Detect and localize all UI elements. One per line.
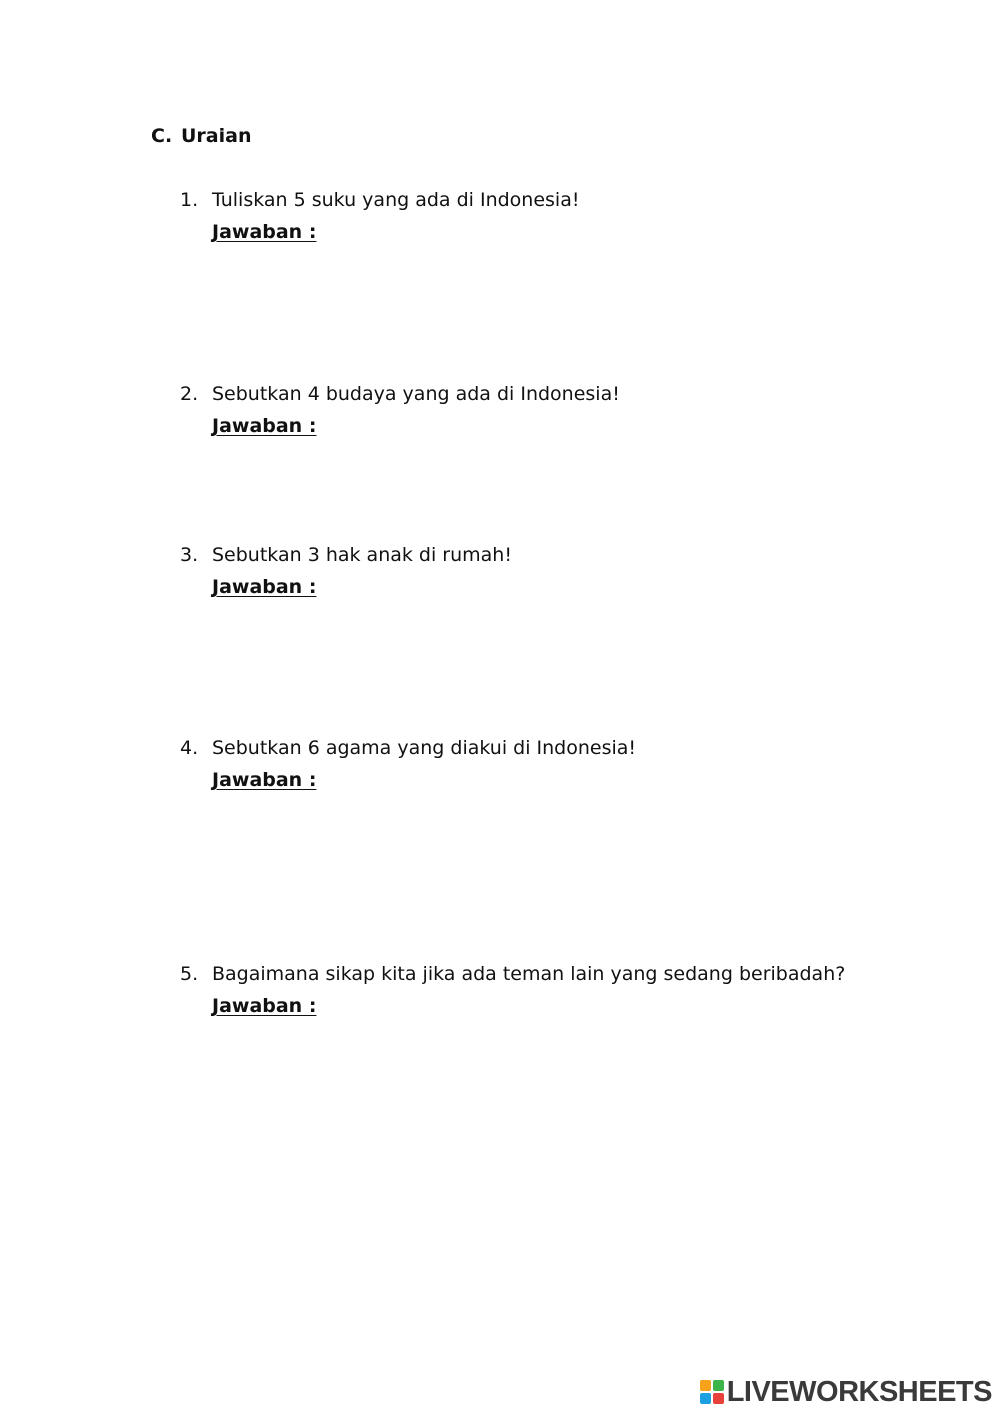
section-heading: [151, 123, 251, 149]
question-text: Bagaimana sikap kita jika ada teman lain yang sedang beribadah?: [212, 963, 846, 985]
question-text: Sebutkan 3 hak anak di rumah!: [212, 544, 512, 566]
question-number: 5.: [180, 963, 199, 985]
question-number: 3.: [180, 544, 199, 566]
question-text: Sebutkan 6 agama yang diakui di Indonesia!: [212, 737, 637, 759]
question-text: Sebutkan 4 budaya yang ada di Indonesia!: [212, 383, 620, 405]
answer-label: Jawaban :: [212, 415, 317, 437]
question-item-2: [180, 381, 940, 439]
logo-square: [713, 1380, 724, 1391]
answer-label: Jawaban :: [212, 995, 317, 1017]
logo-text: LIVEWORKSHEETS: [726, 1376, 992, 1408]
question-item-4: [180, 735, 940, 793]
liveworksheets-logo: [700, 1377, 992, 1407]
logo-square: [700, 1380, 711, 1391]
answer-label: Jawaban :: [212, 769, 317, 791]
answer-label: Jawaban :: [212, 221, 317, 243]
question-item-1: [180, 187, 940, 245]
question-item-5: [180, 961, 940, 1019]
answer-label: Jawaban :: [212, 576, 317, 598]
logo-squares-icon: [700, 1380, 724, 1404]
question-number: 2.: [180, 383, 199, 405]
question-text: Tuliskan 5 suku yang ada di Indonesia!: [212, 189, 580, 211]
logo-square: [713, 1393, 724, 1404]
question-number: 1.: [180, 189, 199, 211]
section-letter: C.: [151, 125, 173, 147]
logo-square: [700, 1393, 711, 1404]
section-title: Uraian: [181, 125, 252, 147]
question-item-3: [180, 542, 940, 600]
question-number: 4.: [180, 737, 199, 759]
